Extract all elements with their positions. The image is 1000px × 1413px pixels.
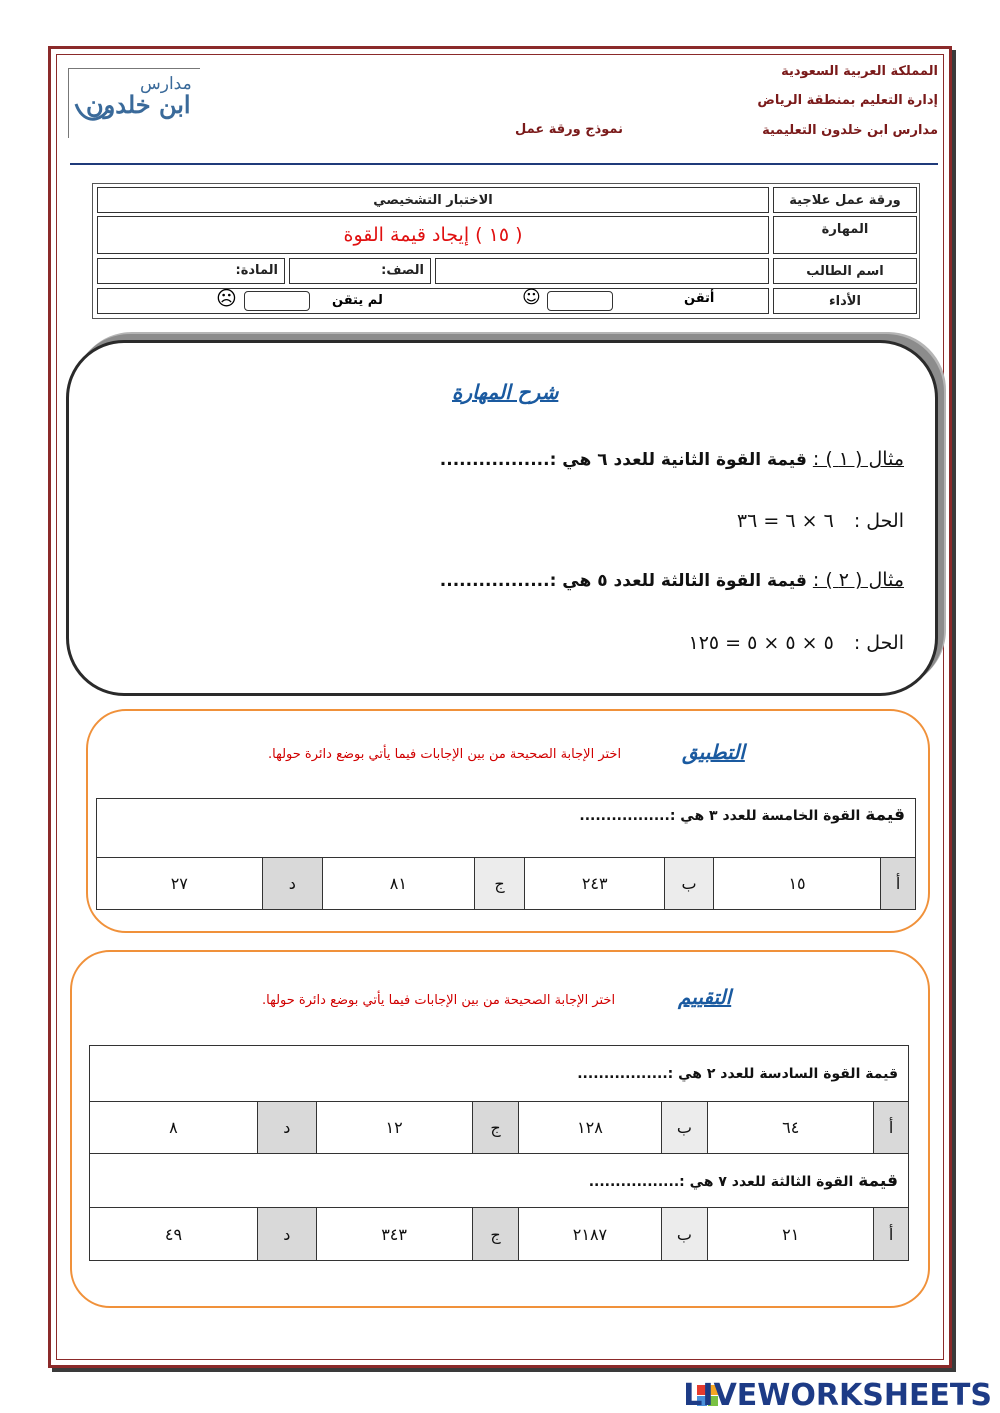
example-2-label: مثال ( ٢ ) :: [812, 569, 904, 591]
choice-value[interactable]: ٦٤: [708, 1102, 874, 1154]
header-school: مدارس ابن خلدون التعليمية: [762, 123, 938, 138]
header-divider: [70, 163, 938, 165]
not-mastered-label: لم يتقن: [332, 293, 383, 308]
solution-2-label: الحل :: [853, 632, 904, 654]
choice-letter: أ: [874, 1102, 909, 1154]
choice-letter: ج: [472, 1102, 519, 1154]
application-instruction: اختر الإجابة الصحيحة من بين الإجابات فيما يأتي بوضع دائرة حولها.: [268, 747, 622, 762]
choice-letter: ب: [661, 1208, 708, 1261]
document-title: نموذج ورقة عمل: [515, 122, 623, 137]
student-name-field[interactable]: [435, 258, 769, 284]
example-1-label: مثال ( ١ ) :: [812, 448, 904, 470]
solution-1-text: ٦ × ٦ = ٣٦: [736, 510, 834, 532]
choice-letter: د: [257, 1208, 316, 1261]
performance-label: الأداء: [773, 288, 917, 314]
choice-value[interactable]: ٨: [90, 1102, 258, 1154]
question-text: القوة الثالثة للعدد ٧ هي :.................: [588, 1173, 859, 1190]
skill-value: ( ١٥ ) إيجاد قيمة القوة: [97, 216, 769, 254]
liveworksheets-brand[interactable]: LIVEWORKSHEETS: [683, 1378, 992, 1413]
assessment-question-1: قيمة القوة السادسة للعدد ٢ هي :.................: [90, 1046, 909, 1102]
mastered-label: أتقن: [684, 291, 715, 306]
choice-value[interactable]: ٢٤٣: [525, 857, 665, 909]
choice-value[interactable]: ١٥: [713, 857, 880, 909]
logo-text-bottom: ابن خلدون: [86, 90, 191, 119]
question-text: القوة الخامسة للعدد ٣ هي :.................: [579, 808, 866, 824]
student-name-label: اسم الطالب: [773, 258, 917, 284]
example-2-text: قيمة القوة الثالثة للعدد ٥ هي :.................: [439, 571, 807, 591]
test-name: الاختبار التشخيصي: [97, 187, 769, 213]
solution-2-text: ٥ × ٥ × ٥ = ١٢٥: [688, 632, 834, 654]
choice-value[interactable]: ٣٤٣: [316, 1208, 472, 1261]
question-bold-word: قيمة: [865, 805, 905, 825]
assessment-question-2: [90, 1154, 909, 1208]
choice-letter: د: [257, 1102, 316, 1154]
application-table: [96, 798, 916, 910]
choice-value[interactable]: ٨١: [323, 857, 475, 909]
example-1-text: قيمة القوة الثانية للعدد ٦ هي :.................: [439, 450, 807, 470]
grade-label: الصف:: [289, 258, 431, 284]
application-question: [97, 799, 916, 858]
solution-1-label: الحل :: [853, 510, 904, 532]
mastered-box[interactable]: [547, 291, 613, 311]
choice-value[interactable]: ٢٧: [97, 857, 263, 909]
choice-letter: أ: [874, 1208, 909, 1261]
choice-letter: ب: [665, 857, 714, 909]
happy-face-icon: ☺: [522, 287, 541, 308]
sad-face-icon: ☹: [216, 286, 237, 310]
question-bold-word: قيمة: [858, 1170, 898, 1191]
subject-label: المادة:: [97, 258, 285, 284]
not-mastered-box[interactable]: [244, 291, 310, 311]
choice-letter: ج: [472, 1208, 519, 1261]
logo-swoosh-icon: [72, 98, 112, 128]
example-1: [440, 448, 904, 470]
skill-label: المهارة: [773, 216, 917, 254]
assessment-title: التقييم: [678, 985, 732, 1009]
choice-value[interactable]: ٢١٨٧: [519, 1208, 661, 1261]
header-country: المملكة العربية السعودية: [781, 64, 938, 79]
worksheet-type-label: ورقة عمل علاجية: [773, 187, 917, 213]
choice-value[interactable]: ١٢: [316, 1102, 472, 1154]
explanation-title: شرح المهارة: [452, 380, 559, 404]
choice-value[interactable]: ٢١: [708, 1208, 874, 1261]
assessment-instruction: اختر الإجابة الصحيحة من بين الإجابات فيما يأتي بوضع دائرة حولها.: [262, 993, 616, 1008]
application-title: التطبيق: [682, 740, 745, 764]
choice-letter: ب: [661, 1102, 708, 1154]
choice-letter: ج: [474, 857, 525, 909]
solution-2: [689, 632, 905, 654]
example-2: [440, 569, 904, 591]
choice-letter: د: [262, 857, 322, 909]
logo-text-top: مدارس: [140, 74, 192, 94]
assessment-table: [89, 1045, 909, 1261]
header-administration: إدارة التعليم بمنطقة الرياض: [757, 93, 938, 108]
choice-value[interactable]: ٤٩: [90, 1208, 258, 1261]
choice-value[interactable]: ١٢٨: [519, 1102, 661, 1154]
choice-letter: أ: [881, 857, 916, 909]
performance-row: [97, 288, 769, 314]
solution-1: [737, 510, 904, 532]
